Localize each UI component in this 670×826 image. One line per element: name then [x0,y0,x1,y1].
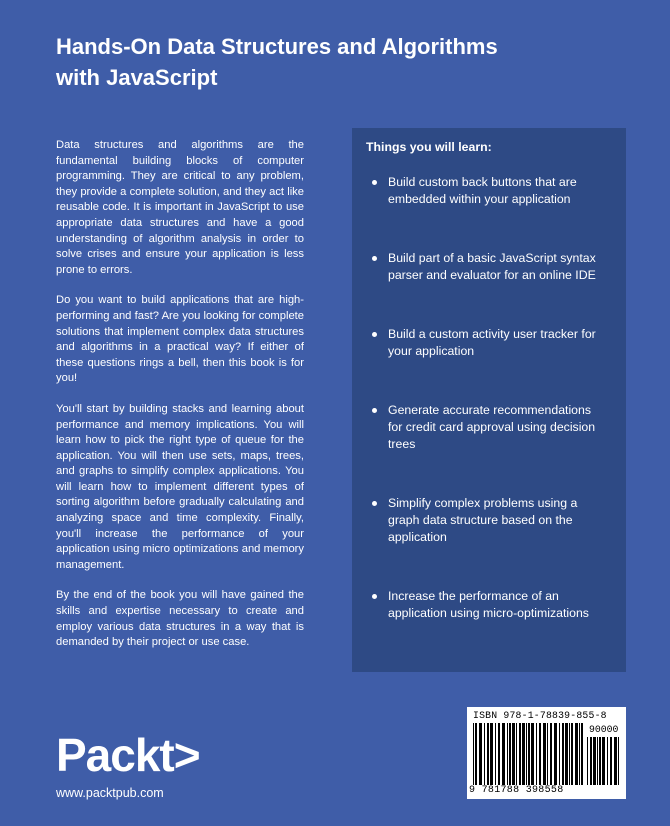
barcode-bars [473,723,585,785]
publisher-url[interactable]: www.packtpub.com [56,786,164,800]
barcode-bar [587,737,588,785]
barcode-bar [522,723,525,785]
barcode-bar [502,723,505,785]
barcode-bar [507,723,508,785]
barcode-bar [475,723,477,785]
learn-item-text: Simplify complex problems using a graph data structure based on the application [388,496,578,544]
bullet-icon [372,180,377,185]
learn-item [366,588,612,622]
barcode-bar [602,737,605,785]
barcode-bar [490,723,493,785]
barcode-bar [495,723,496,785]
barcode-bar [593,737,596,785]
barcode-bar [575,723,578,785]
book-title: Hands-On Data Structures and Algorithms with JavaScript [56,34,498,90]
description-paragraph-2: Do you want to build applications that are high-performing and fast? Are you looking for complete solutions that implement complex data structures and algorithms in a practical way? If either of these questions rings a bell, then this book is for you! [56,294,304,385]
bullet-icon [372,332,377,337]
learn-item-text: Build custom back buttons that are embedded within your application [388,175,577,206]
description-paragraph-4: By the end of the book you will have gained the skills and expertise necessary to create and employ various data structures in a way that is demanded by their project or use case. [56,589,304,649]
barcode-bar [512,723,515,785]
addon-bars [587,737,621,785]
barcode-bar [473,723,474,785]
learn-item [366,174,612,208]
bullet-icon [372,594,377,599]
isbn-text: ISBN 978-1-78839-855-8 [473,710,607,721]
barcode-bar [597,737,598,785]
bullet-icon [372,256,377,261]
barcode-bar [543,723,546,785]
barcode-bar [579,723,580,785]
packt-logo: Packt> [56,729,200,781]
learn-box [352,128,626,672]
description-paragraph-3: You'll start by building stacks and learning about performance and memory implications. You will learn how to pick the right type of queue for the application. You will then use sets, maps, trees, and graphs to simplify complex applications. You will learn how to implement different types of sorting algorithm before gradually calculating and analyzing space and time complexity. Finally, you'll increase the performance of your application using micro optimizations and memory management. [56,402,304,571]
barcode-bar [599,737,601,785]
barcode-bar [581,723,583,785]
barcode-bar [610,737,612,785]
barcode-bar [531,723,534,785]
barcode-bar [614,737,617,785]
barcode-bar [618,737,619,785]
description-paragraph-1: Data structures and algorithms are the fundamental building blocks of computer programming. They are critical to any problem, they provide a complete solution, and they act like reusable code. It is important in JavaScript to use appropriate data structures and have a good understanding of algorithm analysis in order to solve crises and ensure your application is less prone to errors. [56,139,304,276]
ean-number: 9 781788 398558 [469,785,564,796]
barcode-bar [569,723,570,785]
learn-item [366,495,612,546]
barcode-bar [498,723,500,785]
barcode-bar [536,723,537,785]
learn-item-text: Build a custom activity user tracker for your application [388,327,596,358]
barcode-bar [565,723,568,785]
barcode-bar [562,723,564,785]
learn-item-text: Generate accurate recommendations for credit card approval using decision trees [388,403,596,451]
learn-item-text: Build part of a basic JavaScript syntax parser and evaluator for an online IDE [388,251,596,282]
learn-list [366,174,612,622]
barcode-bar [559,723,560,785]
barcode-bar [509,723,511,785]
barcode-bar [487,723,489,785]
barcode-bar [526,723,527,785]
addon-code: 90000 [589,724,619,735]
learn-item [366,402,612,453]
barcode-bar [607,737,608,785]
description [56,138,304,666]
barcode-bar [550,723,552,785]
barcode-bar [571,723,573,785]
barcode-bar [479,723,482,785]
bullet-icon [372,408,377,413]
barcode-bar [516,723,517,785]
barcode-bar [528,723,530,785]
learn-item-text: Increase the performance of an application using micro-optimizations [388,589,589,620]
learn-heading: Things you will learn: [366,140,492,154]
bullet-icon [372,501,377,506]
learn-item [366,326,612,360]
learn-item [366,250,612,284]
barcode [467,707,626,799]
barcode-bar [590,737,592,785]
barcode-bar [484,723,485,785]
barcode-bar [547,723,548,785]
barcode-bar [519,723,521,785]
barcode-bar [554,723,557,785]
barcode-bar [539,723,541,785]
